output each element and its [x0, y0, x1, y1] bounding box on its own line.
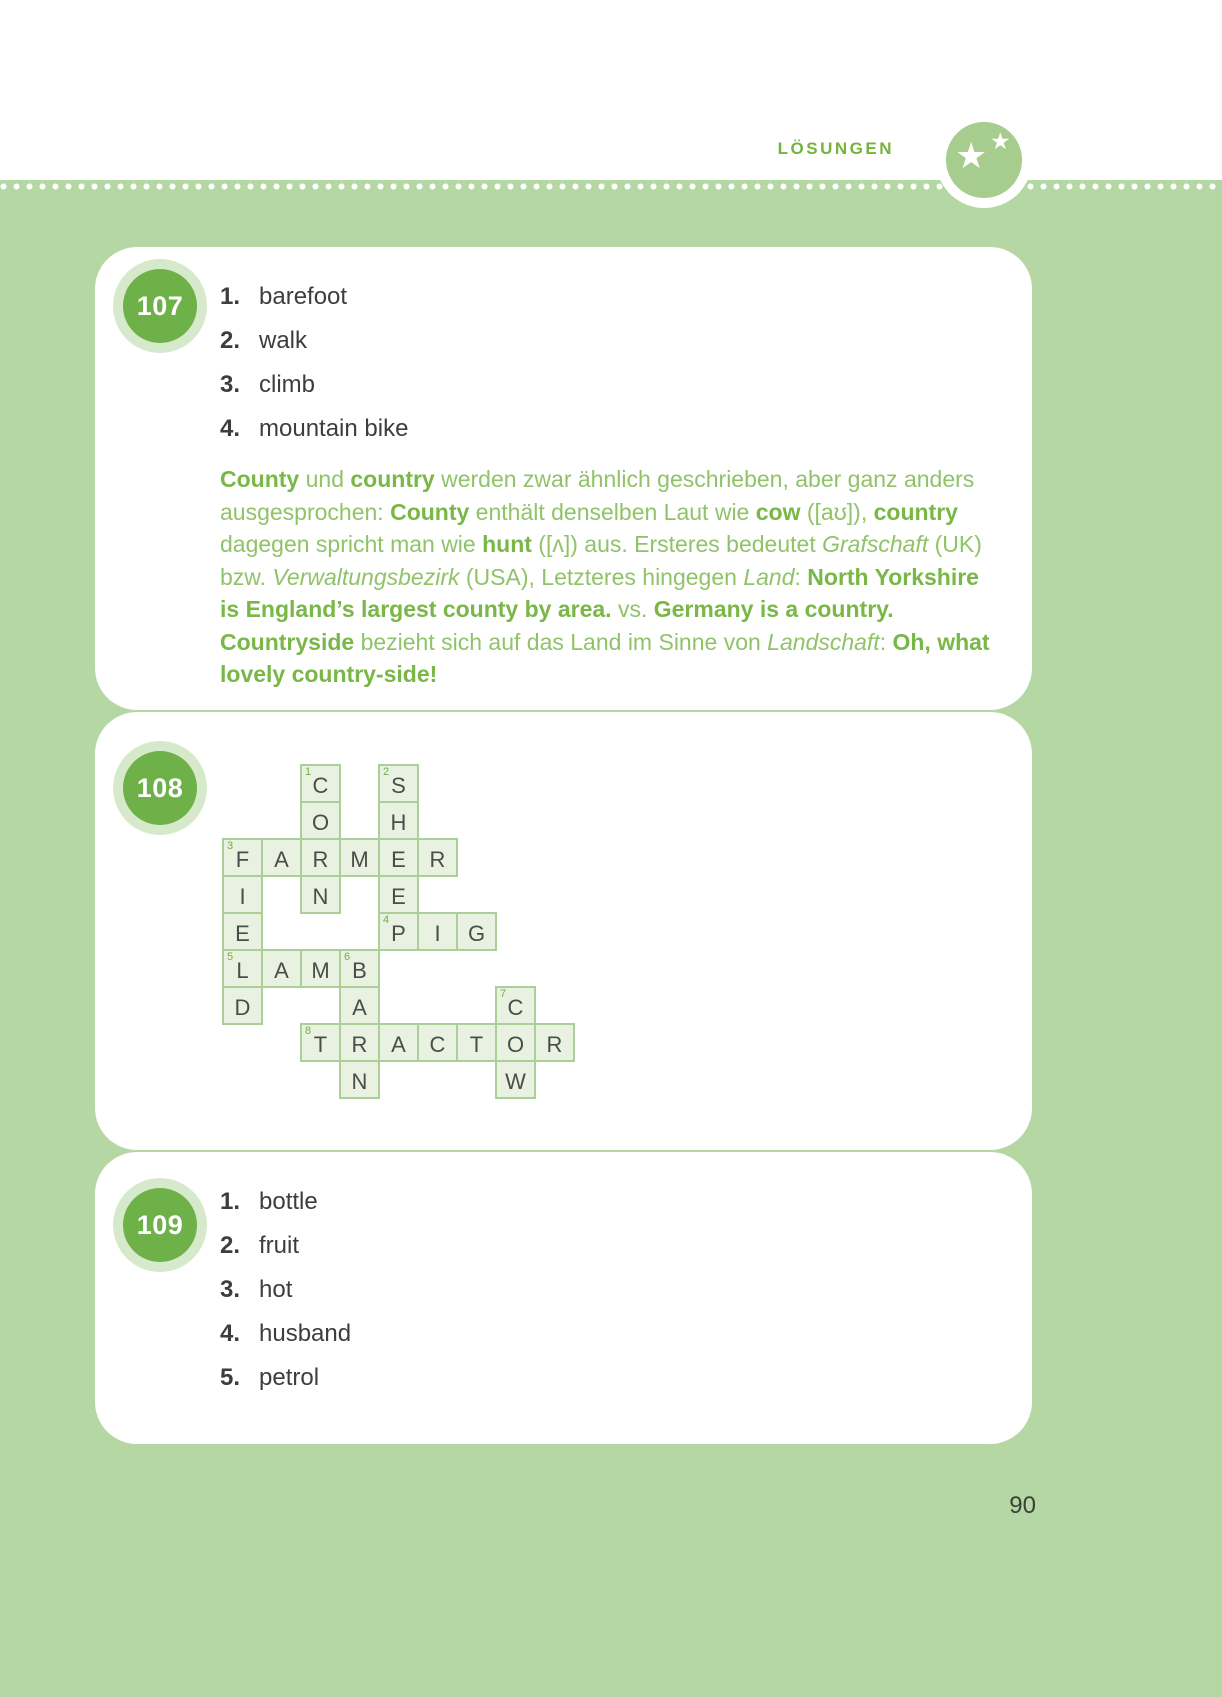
exercise-number: 107 [136, 290, 184, 321]
crossword-cell [261, 838, 302, 877]
note-segment: hunt [482, 531, 532, 557]
answer-number: 3. [220, 371, 241, 398]
exercise-number-badge [123, 269, 197, 343]
crossword-cell [456, 912, 497, 951]
note-segment: vs. [611, 596, 654, 622]
crossword-clue-number: 8 [305, 1025, 312, 1037]
crossword-cell [378, 875, 419, 914]
crossword-letter: H [390, 810, 407, 835]
crossword-letter: A [274, 958, 289, 983]
crossword-cell [300, 838, 341, 877]
crossword-cell [495, 986, 536, 1025]
crossword-letter: A [352, 995, 367, 1020]
note-segment: County [220, 466, 300, 492]
answer-number: 1. [220, 283, 241, 310]
crossword-cell [378, 764, 419, 803]
crossword-letter: N [312, 884, 329, 909]
answer-number: 5. [220, 1364, 241, 1391]
answer-item [220, 407, 1032, 451]
crossword-letter: O [506, 1032, 525, 1057]
dotted-divider [0, 183, 1222, 190]
crossword-cell [378, 838, 419, 877]
answer-item [220, 319, 1032, 363]
note-segment: bezieht sich auf das Land im Sinne von [354, 628, 768, 655]
crossword-clue-number: 1 [305, 766, 312, 778]
answer-text: petrol [259, 1364, 320, 1391]
crossword-letter: B [352, 958, 367, 983]
note-segment: cow [755, 498, 801, 525]
answer-item [220, 275, 1032, 319]
star-icon: ★ [955, 135, 988, 176]
crossword-letter: A [274, 847, 289, 872]
answer-list [95, 247, 1032, 451]
crossword-letter: W [505, 1069, 526, 1094]
answer-item [220, 1268, 1032, 1312]
note-segment: Oh, what lovely country-side! [220, 628, 990, 687]
crossword-letter: G [467, 921, 486, 946]
crossword-grid [222, 764, 575, 1099]
crossword-letter: R [351, 1032, 368, 1057]
crossword-letter: I [434, 921, 441, 946]
note-segment: : [879, 628, 893, 655]
crossword-letter: E [391, 847, 406, 872]
difficulty-badge [936, 112, 1032, 208]
solution-card-107 [95, 247, 1032, 710]
note-segment: North Yorkshire is England’s largest county by area. [220, 563, 979, 622]
crossword-letter: E [391, 884, 406, 909]
crossword-letter: C [507, 995, 524, 1020]
crossword-letter: F [235, 847, 250, 872]
note-segment: Germany is a country. Countryside [220, 596, 894, 655]
crossword-letter: T [313, 1032, 328, 1057]
crossword-cell [339, 838, 380, 877]
crossword-cell [495, 1023, 536, 1062]
exercise-number-badge [123, 1188, 197, 1262]
crossword-letter: R [312, 847, 329, 872]
answer-text: barefoot [259, 283, 348, 310]
note-segment: County [390, 498, 470, 525]
difficulty-star-disc [946, 122, 1022, 198]
note-segment: Grafschaft [822, 531, 929, 557]
crossword-cell [417, 1023, 458, 1062]
answer-text: hot [259, 1276, 293, 1303]
crossword-cell [339, 1023, 380, 1062]
answer-list [95, 1152, 1032, 1400]
crossword-letter: M [350, 847, 369, 872]
crossword-letter: L [236, 958, 249, 983]
crossword-cell [417, 838, 458, 877]
crossword-clue-number: 7 [500, 988, 507, 1000]
note-segment: country [873, 498, 958, 525]
answer-text: climb [259, 371, 316, 398]
crossword-cell [300, 1023, 341, 1062]
explanation-note [220, 463, 990, 691]
crossword-cell [339, 986, 380, 1025]
note-segment: country [350, 466, 435, 492]
answer-item [220, 363, 1032, 407]
crossword-letter: O [311, 810, 330, 835]
crossword-clue-number: 2 [383, 766, 390, 778]
crossword-cell [339, 1060, 380, 1099]
note-segment: werden zwar ähnlich geschrieben, aber ganz anders ausgesprochen: [220, 466, 975, 525]
crossword-clue-number: 4 [383, 914, 390, 926]
crossword-letter: M [311, 958, 330, 983]
crossword-letter: I [239, 884, 246, 909]
crossword-letter: R [429, 847, 446, 872]
crossword-cell [378, 801, 419, 840]
crossword-letter: S [391, 773, 406, 798]
answer-text: walk [259, 327, 308, 354]
answer-item [220, 1356, 1032, 1400]
crossword-cell [261, 949, 302, 988]
crossword-cell [300, 801, 341, 840]
exercise-number-badge [123, 751, 197, 825]
crossword-letter: P [391, 921, 406, 946]
page-body [0, 180, 1222, 1697]
crossword-letter: R [546, 1032, 563, 1057]
answer-number: 1. [220, 1188, 241, 1215]
crossword-cell [222, 912, 263, 951]
answer-number: 4. [220, 1320, 241, 1347]
crossword-cell [534, 1023, 575, 1062]
note-segment: (USA), Letzteres hingegen [459, 563, 744, 590]
crossword-cell [456, 1023, 497, 1062]
answer-item [220, 1180, 1032, 1224]
solution-card-109 [95, 1152, 1032, 1444]
crossword-letter: N [351, 1069, 368, 1094]
note-segment: ([aʊ]), [800, 498, 874, 525]
crossword-letter: T [469, 1032, 484, 1057]
crossword-cell [222, 838, 263, 877]
crossword-letter: C [312, 773, 329, 798]
exercise-number: 108 [136, 772, 184, 803]
crossword-cell [495, 1060, 536, 1099]
crossword-letter: A [391, 1032, 406, 1057]
page-header-label: LÖSUNGEN [777, 139, 894, 158]
note-segment: enthält denselben Laut wie [469, 498, 756, 525]
crossword-clue-number: 6 [344, 951, 351, 963]
crossword-clue-number: 5 [227, 951, 234, 963]
answer-number: 3. [220, 1276, 241, 1303]
answer-text: mountain bike [259, 415, 409, 442]
crossword-letter: C [429, 1032, 446, 1057]
answer-item [220, 1224, 1032, 1268]
answer-number: 4. [220, 415, 241, 442]
crossword-cell [300, 764, 341, 803]
answer-text: husband [259, 1320, 352, 1347]
solution-card-108 [95, 712, 1032, 1150]
crossword-cell [378, 1023, 419, 1062]
crossword-letter: E [235, 921, 250, 946]
crossword-clue-number: 3 [227, 840, 234, 852]
crossword-cell [222, 986, 263, 1025]
note-segment: Land [743, 563, 795, 590]
crossword-cell [339, 949, 380, 988]
answer-text: fruit [259, 1232, 300, 1259]
answer-item [220, 1312, 1032, 1356]
crossword-letter: D [234, 995, 251, 1020]
crossword-cell [300, 875, 341, 914]
crossword-cell [417, 912, 458, 951]
note-segment: Verwaltungsbezirk [272, 563, 460, 590]
crossword-cell [378, 912, 419, 951]
answer-number: 2. [220, 327, 241, 354]
note-segment: : [794, 563, 808, 590]
page-number: 90 [1009, 1492, 1036, 1519]
note-segment: und [299, 466, 351, 492]
note-segment: dagegen spricht man wie [220, 531, 483, 557]
crossword-cell [222, 875, 263, 914]
star-icon: ★ [990, 128, 1011, 154]
answer-text: bottle [259, 1188, 318, 1215]
note-segment: Landschaft [767, 628, 880, 655]
crossword-cell [222, 949, 263, 988]
crossword-cell [300, 949, 341, 988]
answer-number: 2. [220, 1232, 241, 1259]
exercise-number: 109 [136, 1209, 184, 1240]
note-segment: (UK) bzw. [220, 531, 982, 590]
note-segment: ([ʌ]) aus. Ersteres bedeutet [531, 531, 823, 557]
